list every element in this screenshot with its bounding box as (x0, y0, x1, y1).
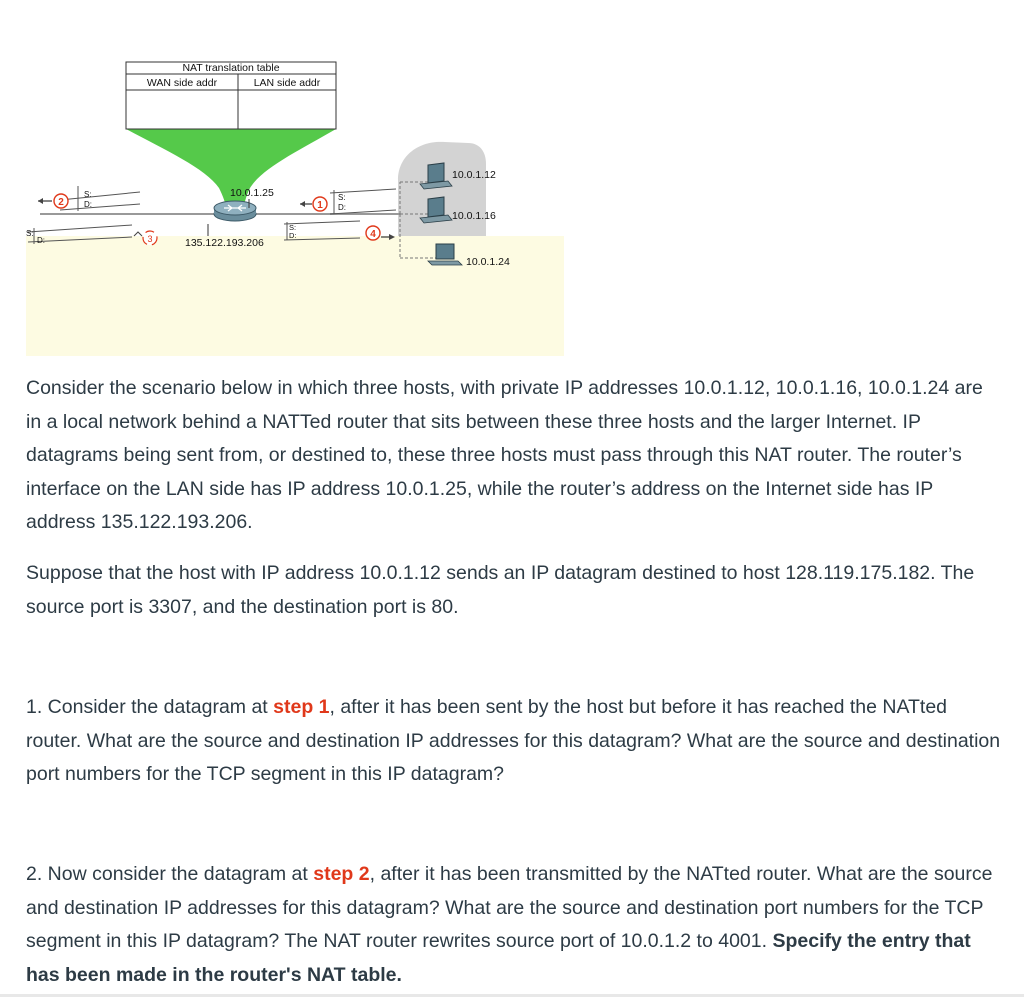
packet-3-src: S: (26, 229, 34, 238)
suppose-text: Suppose that the host with IP address 10.0.1.12 sends an IP datagram destined to host 128.119.175.182. The source port is 3307, and the destination port is 80. (26, 562, 975, 618)
host-1-ip: 10.0.1.12 (452, 169, 496, 181)
q2-bold-instruction: Specify the entry that has been made in the router's NAT table. (26, 930, 971, 986)
host-2-ip: 10.0.1.16 (452, 210, 496, 222)
nat-router (214, 201, 256, 221)
packet-step-1 (300, 189, 396, 214)
nat-table-wan-header: WAN side addr (146, 77, 218, 89)
host-3-ip: 10.0.1.24 (466, 256, 510, 268)
question-1 (26, 691, 1001, 792)
nat-translation-table (126, 62, 336, 129)
q2-suffix: , after it has been transmitted by the NATted router. What are the source and destination IP addresses for this datagram? What are the source and destination port numbers for the TCP segment in this IP datagram? The NAT router rewrites source port of 10.0.1.2 to 4001. (26, 863, 993, 953)
packet-4-src: S: (289, 223, 297, 232)
nat-table-title: NAT translation table (182, 62, 280, 74)
step-3-label: 3 (147, 234, 153, 244)
packet-2-src: S: (84, 190, 92, 199)
nat-table-funnel (126, 129, 336, 212)
lan-area (26, 236, 564, 356)
nat-table-lan-header: LAN side addr (253, 77, 321, 89)
router-lan-ip: 10.0.1.25 (230, 187, 274, 199)
packet-1-src: S: (338, 193, 346, 202)
question-2 (26, 858, 1001, 992)
packet-1-dst: D: (338, 203, 346, 212)
router-wan-ip: 135.122.193.206 (185, 237, 264, 249)
intro-text: Consider the scenario below in which three hosts, with private IP addresses 10.0.1.12, 10.0.1.16, 10.0.1.24 are in a local network behind a NATTed router that sits between these three hosts and the larger Internet. IP datagrams being sent from, or destined to, these three hosts must pass through this NAT router. The router’s interface on the LAN side has IP address 10.0.1.25, while the router’s address on the Internet side has IP address 135.122.193.206. (26, 377, 983, 534)
q2-prefix: 2. Now consider the datagram at (26, 863, 314, 885)
packet-4-dst: D: (289, 231, 297, 240)
step-2-label: 2 (58, 197, 64, 208)
step-4-label: 4 (370, 229, 376, 240)
q1-suffix: , after it has been sent by the host but before it has reached the NATted router. What are the source and destination IP addresses for this datagram? What are the source and destination port numbers for the TCP segment in this IP datagram? (26, 696, 1001, 786)
suppose-paragraph (26, 557, 1001, 624)
packet-step-2 (38, 186, 140, 211)
nat-diagram (0, 0, 1024, 360)
q1-step-highlight: step 1 (273, 696, 330, 718)
q2-step-highlight: step 2 (313, 863, 370, 885)
q1-prefix: 1. Consider the datagram at (26, 696, 274, 718)
packet-3-dst: D: (37, 236, 45, 245)
intro-paragraph (26, 372, 1001, 540)
step-1-label: 1 (317, 200, 323, 211)
packet-2-dst: D: (84, 200, 92, 209)
